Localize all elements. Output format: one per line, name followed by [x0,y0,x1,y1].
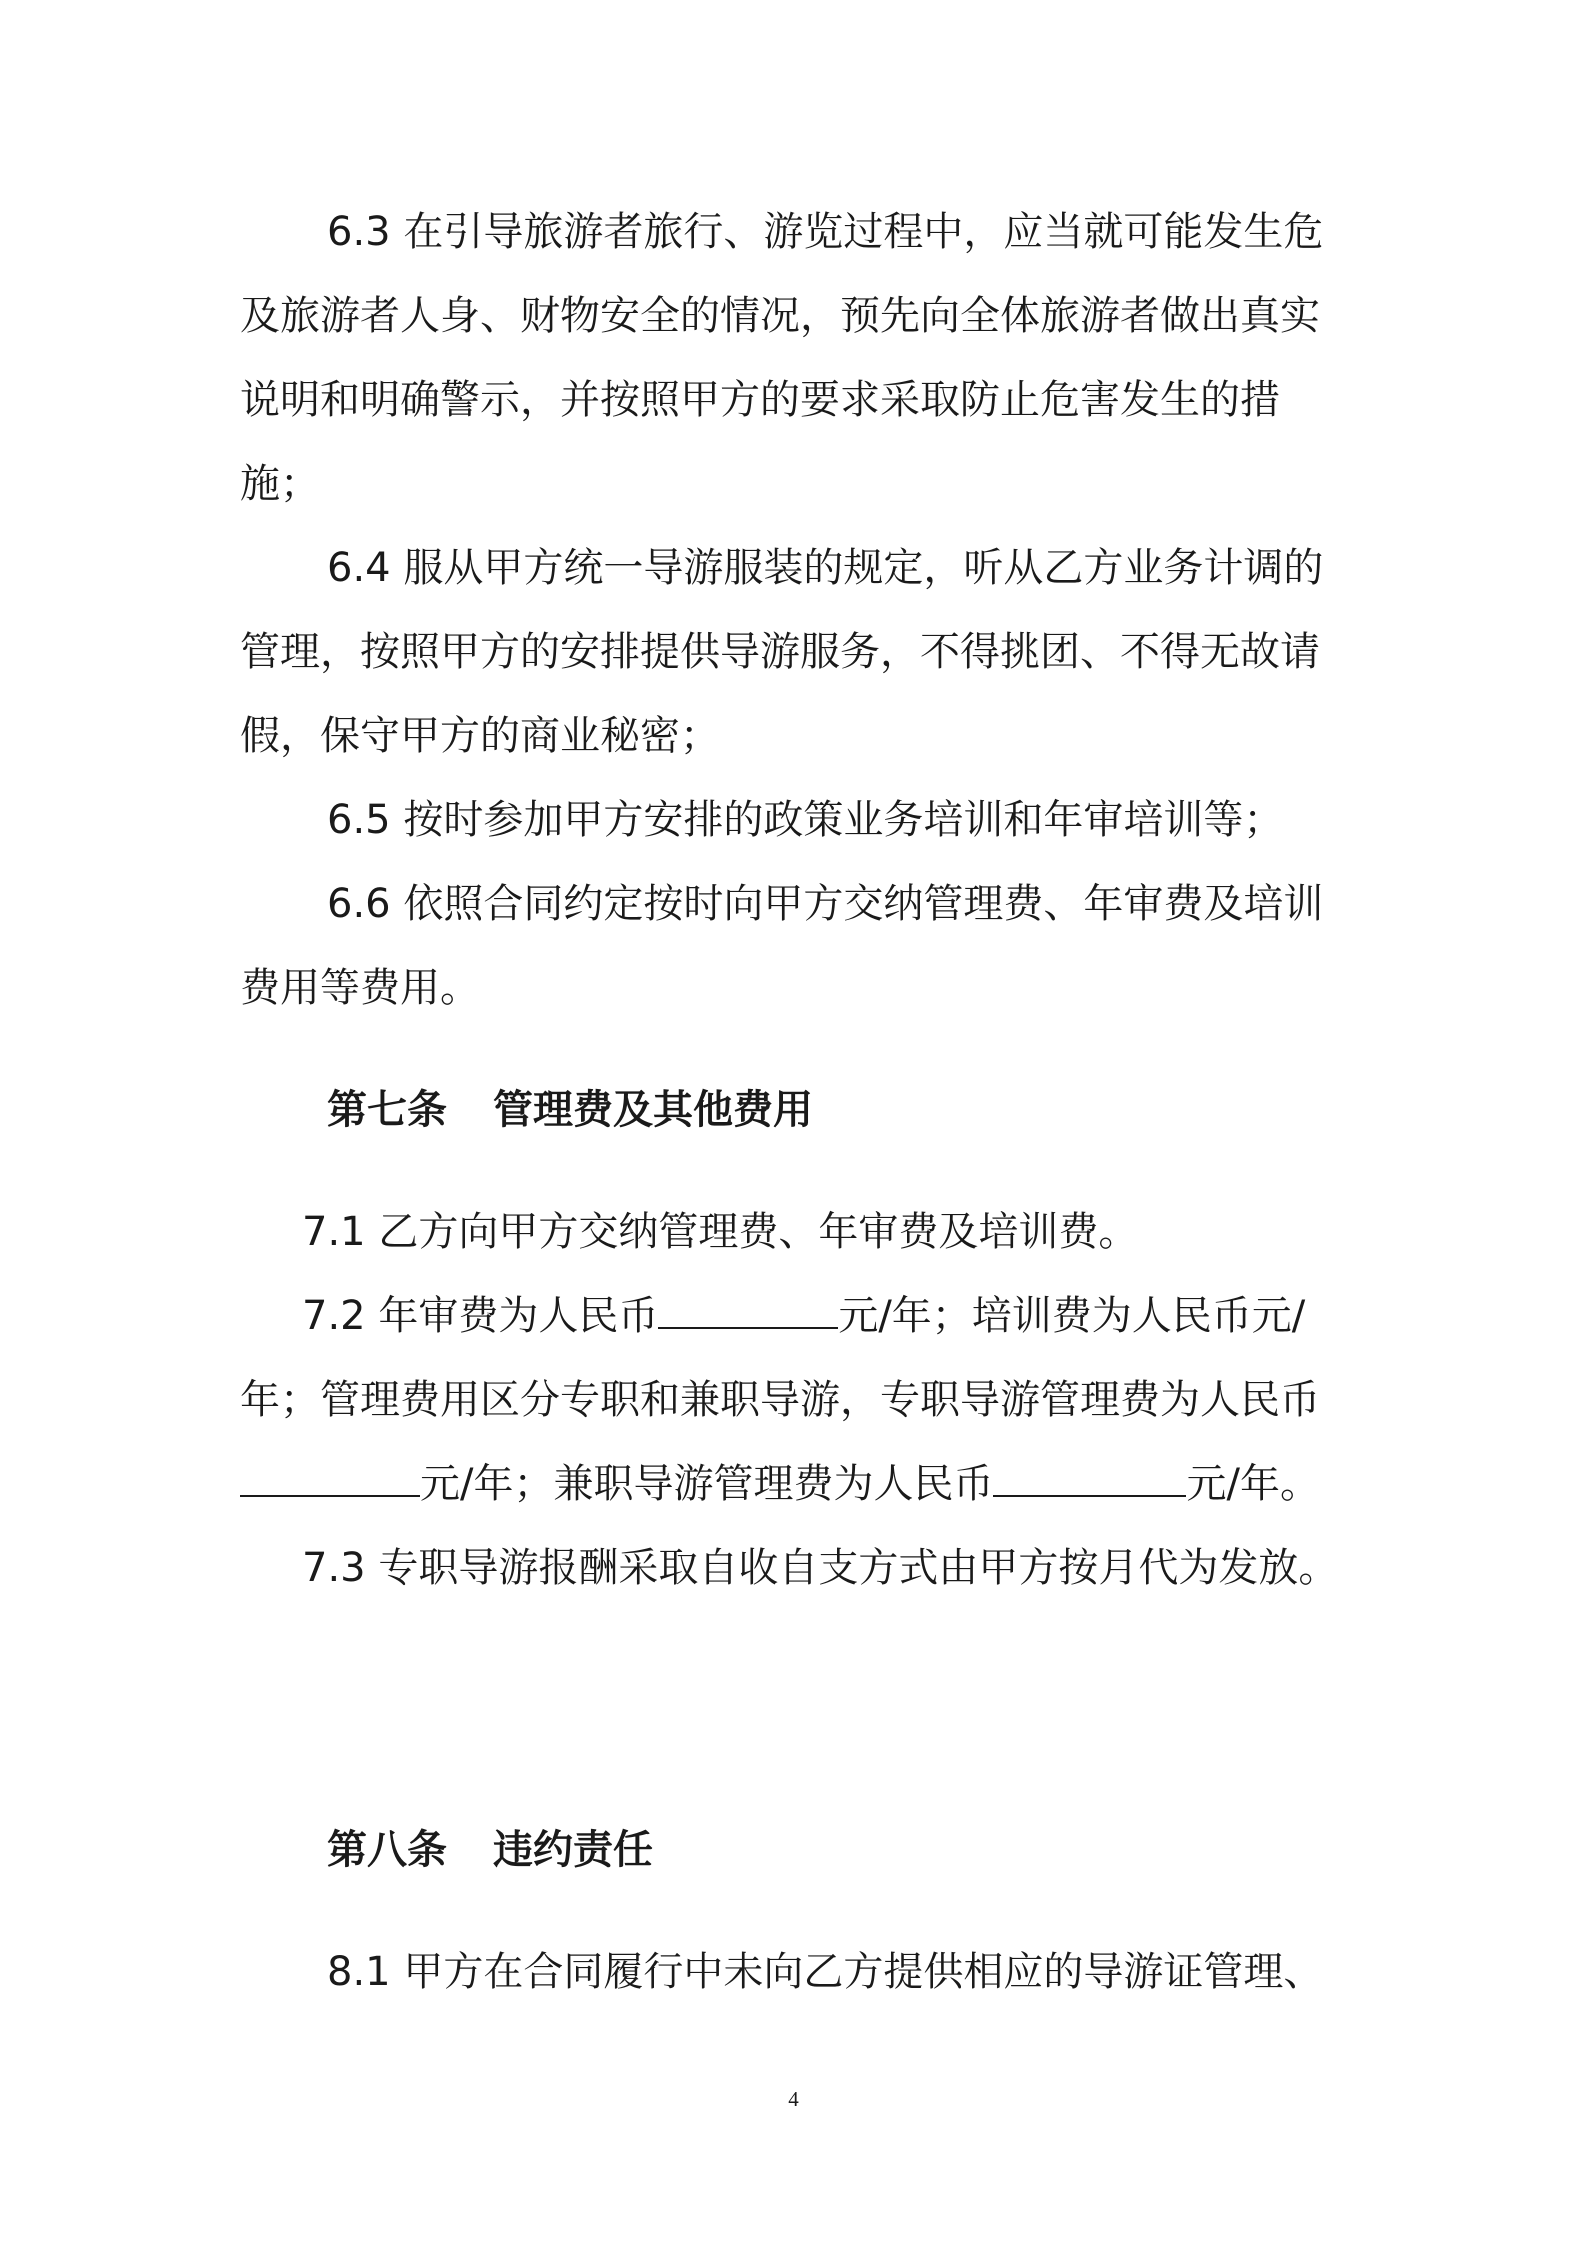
section-8-items [240,1930,1350,2014]
section-6-items [240,190,1350,1030]
section-7-items [240,1190,1350,1610]
paragraph-8-1: 8.1 甲方在合同履行中未向乙方提供相应的导游证管理、 [327,1949,1324,1995]
paragraph-6-6: 6.6 依照合同约定按时向甲方交纳管理费、年审费及培训费用等费用。 [240,881,1324,1011]
blank-parttime-fee [993,1463,1186,1497]
paragraph-7-3: 7.3 专职导游报酬采取自收自支方式由甲方按月代为发放。 [302,1545,1339,1591]
paragraph-7-2 [240,1274,1350,1526]
paragraph-7-2-part1: 7.2 年审费为人民币 [302,1293,659,1339]
paragraph-7-2-part2: 元/年；培训费为人民币元/年；管理费用区分专职和兼职导游，专职导游管理费为人民币 [240,1293,1320,1423]
paragraph-6-5: 6.5 按时参加甲方安排的政策业务培训和年审培训等； [327,797,1284,843]
section-7-heading-title: 管理费及其他费用 [493,1087,813,1133]
page-number: 4 [788,2087,799,2111]
paragraph-7-1: 7.1 乙方向甲方交纳管理费、年审费及培训费。 [302,1209,1139,1255]
paragraph-7-2-part3: 元/年；兼职导游管理费为人民币 [420,1461,994,1507]
section-8-heading-number: 第八条 [327,1827,447,1873]
section-7-heading [327,1068,813,1152]
blank-annual-review-fee [658,1295,838,1329]
section-7-heading-number: 第七条 [327,1087,447,1133]
paragraph-7-2-part4: 元/年。 [1186,1461,1320,1507]
section-8-heading-title: 违约责任 [493,1827,653,1873]
blank-fulltime-fee [240,1463,420,1497]
section-8-heading [327,1808,653,1892]
paragraph-6-4: 6.4 服从甲方统一导游服装的规定，听从乙方业务计调的管理，按照甲方的安排提供导游服务，不得挑团、不得无故请假，保守甲方的商业秘密； [240,545,1324,759]
paragraph-6-3: 6.3 在引导旅游者旅行、游览过程中，应当就可能发生危及旅游者人身、财物安全的情况，预先向全体旅游者做出真实说明和明确警示，并按照甲方的要求采取防止危害发生的措施； [240,209,1324,507]
